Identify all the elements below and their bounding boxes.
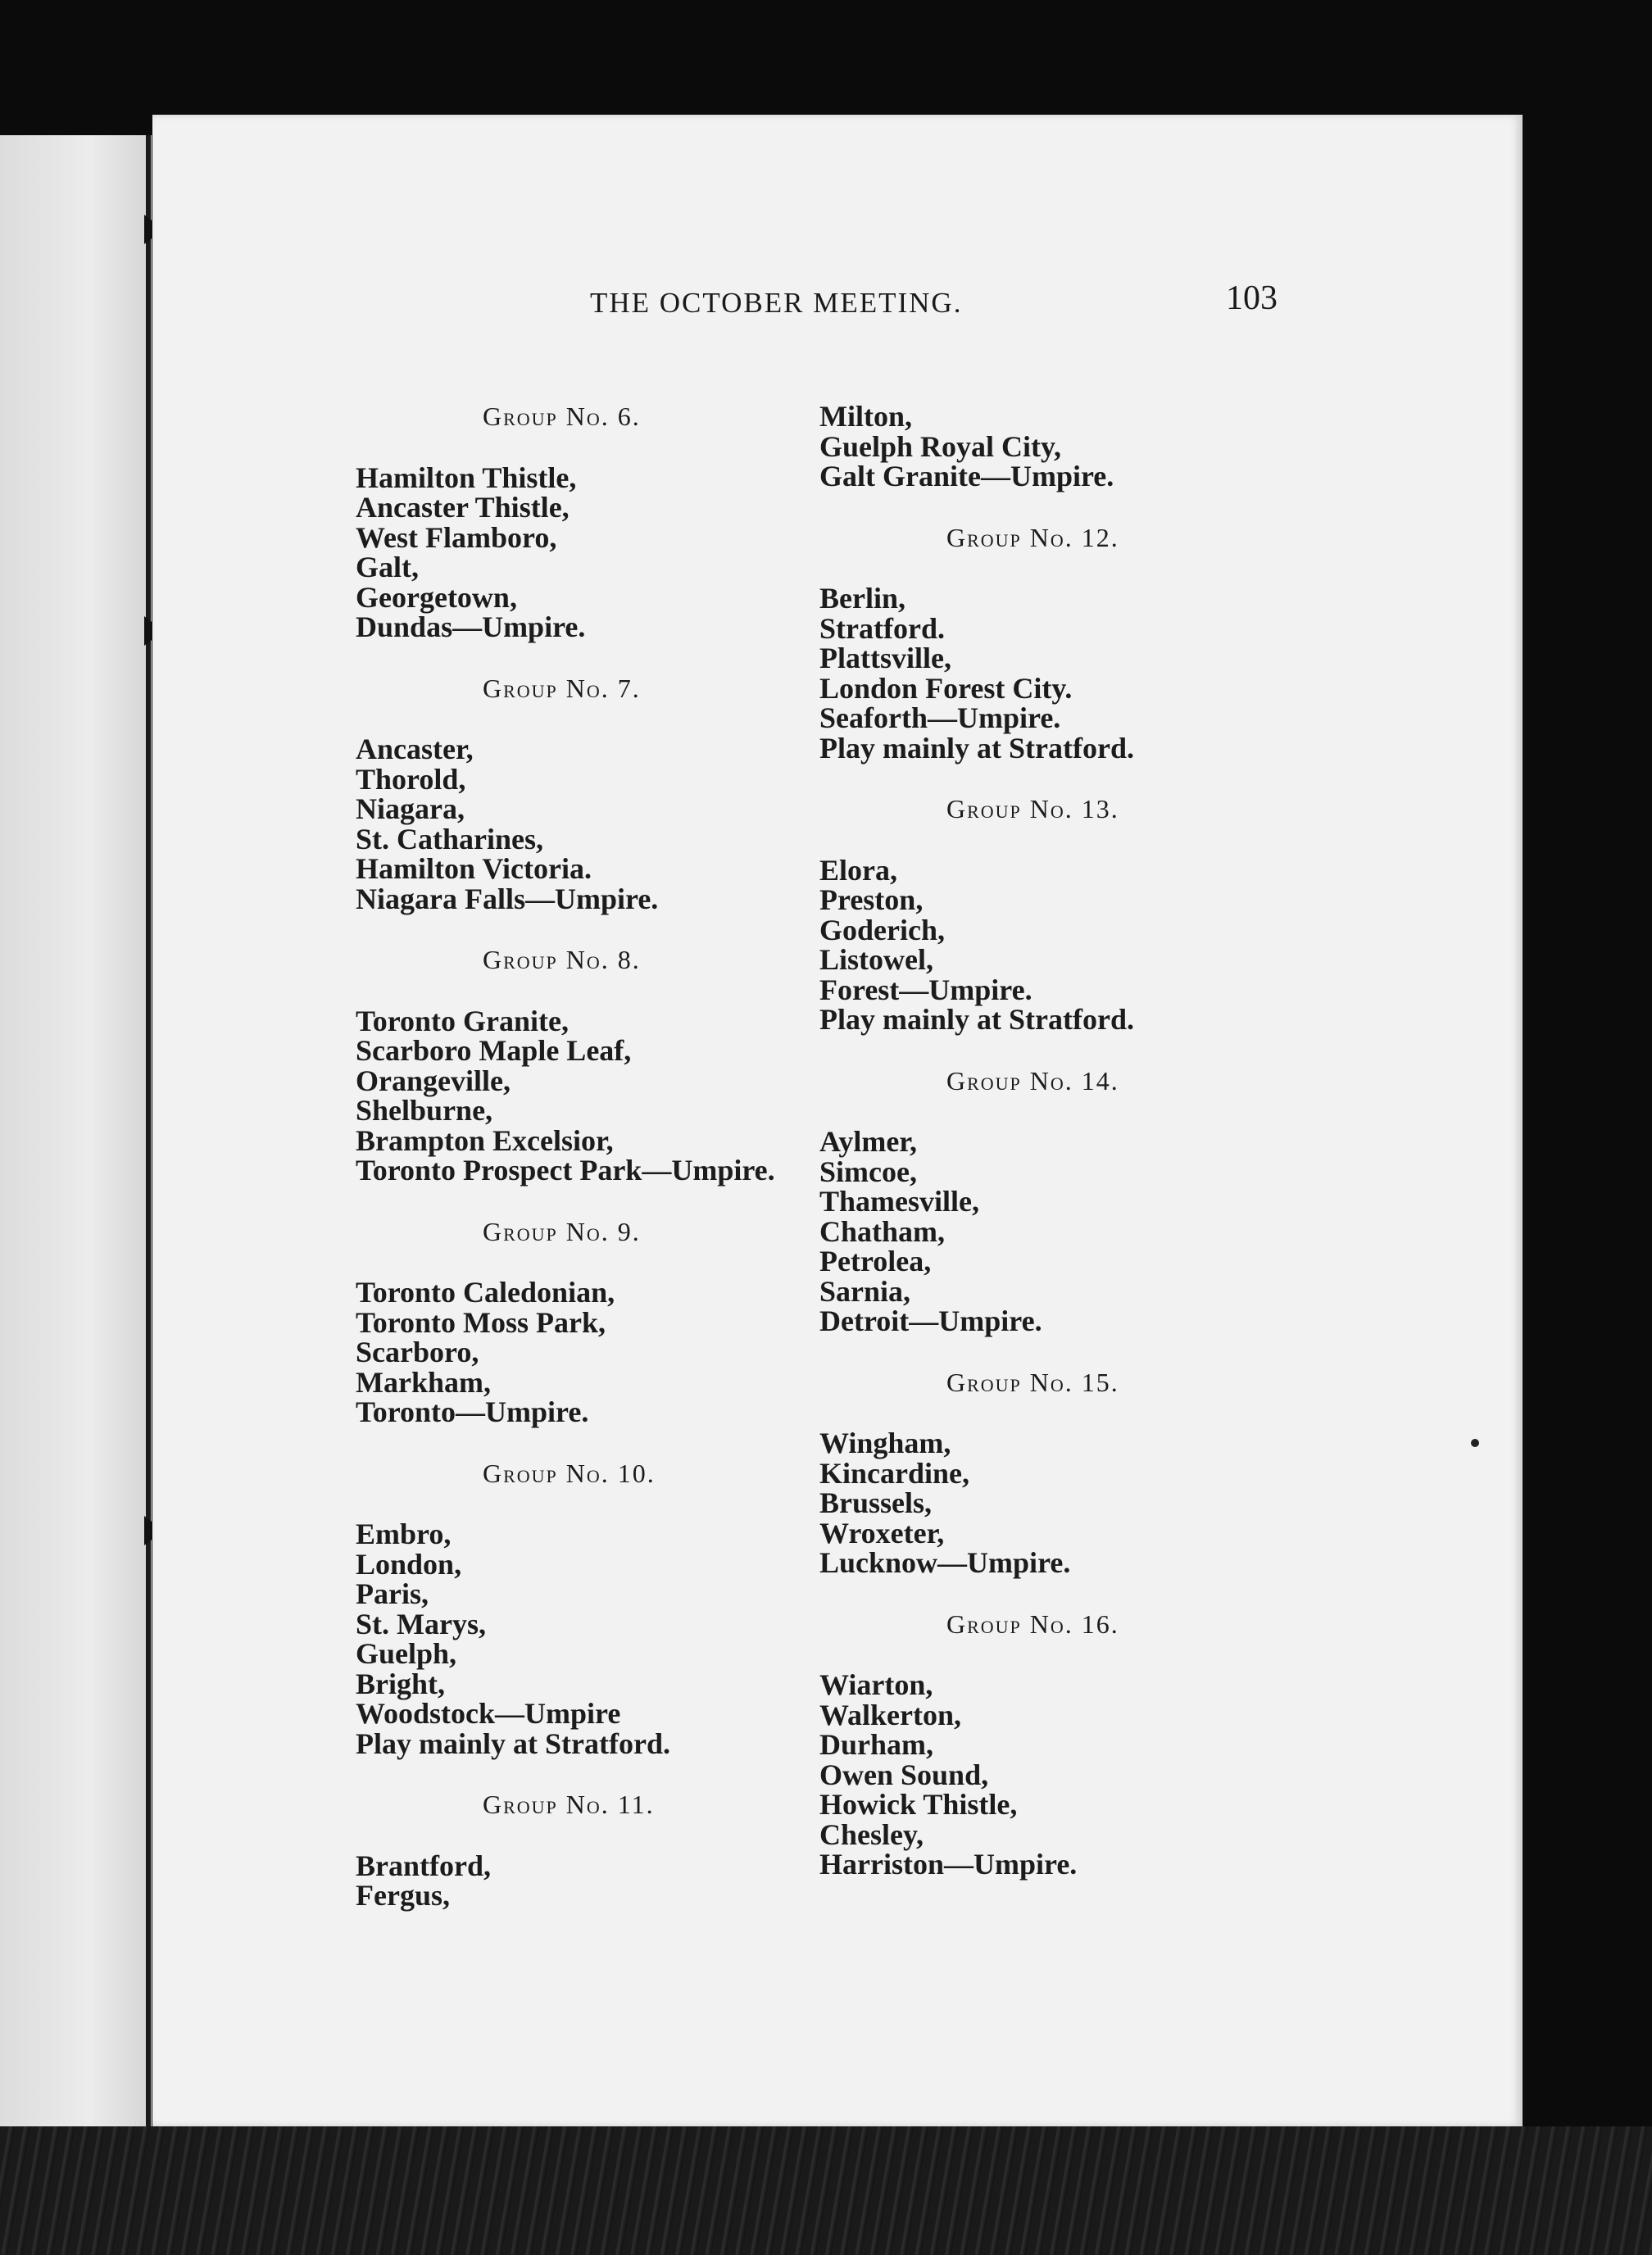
club-entry: Dundas—Umpire. xyxy=(356,610,586,643)
club-entry: Toronto Moss Park, xyxy=(356,1305,606,1339)
club-entry: Listowel, xyxy=(819,943,933,976)
group-block xyxy=(356,402,839,642)
group-block xyxy=(819,794,1278,1035)
left-column xyxy=(356,402,839,1942)
club-entry: Milton, xyxy=(819,400,912,433)
group-heading: Group No. 9. xyxy=(483,1216,641,1246)
club-entry: Elora, xyxy=(819,853,897,887)
club-entry: Chesley, xyxy=(819,1817,924,1851)
club-entry: Lucknow—Umpire. xyxy=(819,1546,1071,1579)
club-entry: Play mainly at Stratford. xyxy=(819,731,1134,765)
group-heading: Group No. 7. xyxy=(483,673,641,703)
club-entry: Chatham, xyxy=(819,1214,946,1248)
club-entry: Georgetown, xyxy=(356,580,517,614)
club-entry: Ancaster, xyxy=(356,733,474,765)
club-entry: Hamilton Victoria. xyxy=(356,852,592,885)
club-entry: Scarboro Maple Leaf, xyxy=(356,1034,632,1067)
club-entry: West Flamboro, xyxy=(356,520,557,554)
club-entry: Orangeville, xyxy=(356,1064,511,1097)
club-entry: Wroxeter, xyxy=(819,1516,945,1549)
group-block xyxy=(819,1066,1278,1336)
club-entry: Simcoe, xyxy=(819,1155,917,1188)
club-entry: Aylmer, xyxy=(819,1125,917,1158)
club-entry: Brantford, xyxy=(356,1849,491,1882)
club-entry: Sarnia, xyxy=(819,1274,911,1308)
facing-page-edge xyxy=(0,135,152,2126)
club-entry: Berlin, xyxy=(819,582,905,615)
group-heading: Group No. 8. xyxy=(483,945,641,974)
club-entry: Brampton Excelsior, xyxy=(356,1123,614,1157)
group-block xyxy=(356,1459,839,1759)
club-entry: Bright, xyxy=(356,1667,446,1700)
page-number: 103 xyxy=(1226,279,1278,317)
club-entry: Thamesville, xyxy=(819,1185,979,1218)
club-entry: St. Catharines, xyxy=(356,822,544,855)
group-heading: Group No. 10. xyxy=(483,1458,656,1488)
club-entry: Play mainly at Stratford. xyxy=(356,1726,670,1760)
club-entry: London Forest City. xyxy=(819,671,1073,705)
club-entry: Harriston—Umpire. xyxy=(819,1848,1078,1881)
group-heading: Group No. 14. xyxy=(946,1065,1119,1096)
club-entry: Ancaster Thistle, xyxy=(356,491,570,524)
group-block xyxy=(356,1217,839,1427)
club-entry: Seaforth—Umpire. xyxy=(819,701,1061,734)
book-gutter xyxy=(146,135,151,2126)
club-entry: Wiarton, xyxy=(819,1668,933,1701)
club-entry: Toronto Caledonian, xyxy=(356,1276,615,1309)
club-entry: Shelburne, xyxy=(356,1094,493,1127)
club-entry: Thorold, xyxy=(356,762,466,796)
club-entry: Paris, xyxy=(356,1577,429,1610)
group-heading: Group No. 6. xyxy=(483,402,641,431)
group-heading: Group No. 15. xyxy=(946,1367,1119,1397)
club-entry: Niagara Falls—Umpire. xyxy=(356,882,659,915)
club-entry: Guelph, xyxy=(356,1637,457,1670)
group-block xyxy=(819,523,1278,764)
club-entry: Toronto—Umpire. xyxy=(356,1395,589,1428)
club-entry: Embro, xyxy=(356,1518,452,1550)
club-entry: Walkerton, xyxy=(819,1698,962,1731)
club-entry: Woodstock—Umpire xyxy=(356,1697,621,1730)
group-block xyxy=(819,1609,1278,1880)
club-entry: St. Marys, xyxy=(356,1607,486,1640)
club-entry: Niagara, xyxy=(356,792,465,825)
club-entry: Fergus, xyxy=(356,1879,450,1912)
club-entry: Hamilton Thistle, xyxy=(356,461,577,494)
club-entry: Owen Sound, xyxy=(819,1758,989,1791)
club-entry: Howick Thistle, xyxy=(819,1788,1018,1821)
group-heading: Group No. 11. xyxy=(483,1790,655,1819)
running-head: THE OCTOBER MEETING. xyxy=(590,287,963,319)
group-block xyxy=(819,1368,1278,1578)
group-continuation xyxy=(819,402,1278,492)
club-entry: Preston, xyxy=(819,883,924,916)
club-entry: Guelph Royal City, xyxy=(819,429,1062,463)
club-entry: Wingham, xyxy=(819,1427,951,1459)
club-entry: Plattsville, xyxy=(819,642,951,674)
club-entry: Stratford. xyxy=(819,611,945,645)
group-heading: Group No. 12. xyxy=(946,522,1119,552)
club-entry: Forest—Umpire. xyxy=(819,973,1032,1006)
group-block xyxy=(356,674,839,914)
club-entry: Goderich, xyxy=(819,913,945,946)
scan-background xyxy=(0,2126,1652,2255)
club-entry: Play mainly at Stratford. xyxy=(819,1003,1134,1036)
club-entry: Toronto Granite, xyxy=(356,1004,570,1037)
group-block xyxy=(356,945,839,1186)
group-heading: Group No. 16. xyxy=(946,1608,1119,1639)
club-entry: Kincardine, xyxy=(819,1456,970,1490)
club-entry: Detroit—Umpire. xyxy=(819,1304,1042,1337)
club-entry: Petrolea, xyxy=(819,1245,932,1277)
club-entry: Toronto Prospect Park—Umpire. xyxy=(356,1154,775,1186)
right-column xyxy=(819,402,1278,1911)
club-entry: Durham, xyxy=(819,1728,934,1761)
club-entry: London, xyxy=(356,1547,462,1581)
group-block xyxy=(356,1790,839,1911)
ink-speck xyxy=(1471,1439,1479,1447)
club-entry: Scarboro, xyxy=(356,1336,479,1368)
club-entry: Galt, xyxy=(356,551,419,583)
group-heading: Group No. 13. xyxy=(946,794,1119,824)
club-entry: Galt Granite—Umpire. xyxy=(819,460,1114,492)
club-entry: Markham, xyxy=(356,1365,491,1399)
club-entry: Brussels, xyxy=(819,1486,933,1519)
